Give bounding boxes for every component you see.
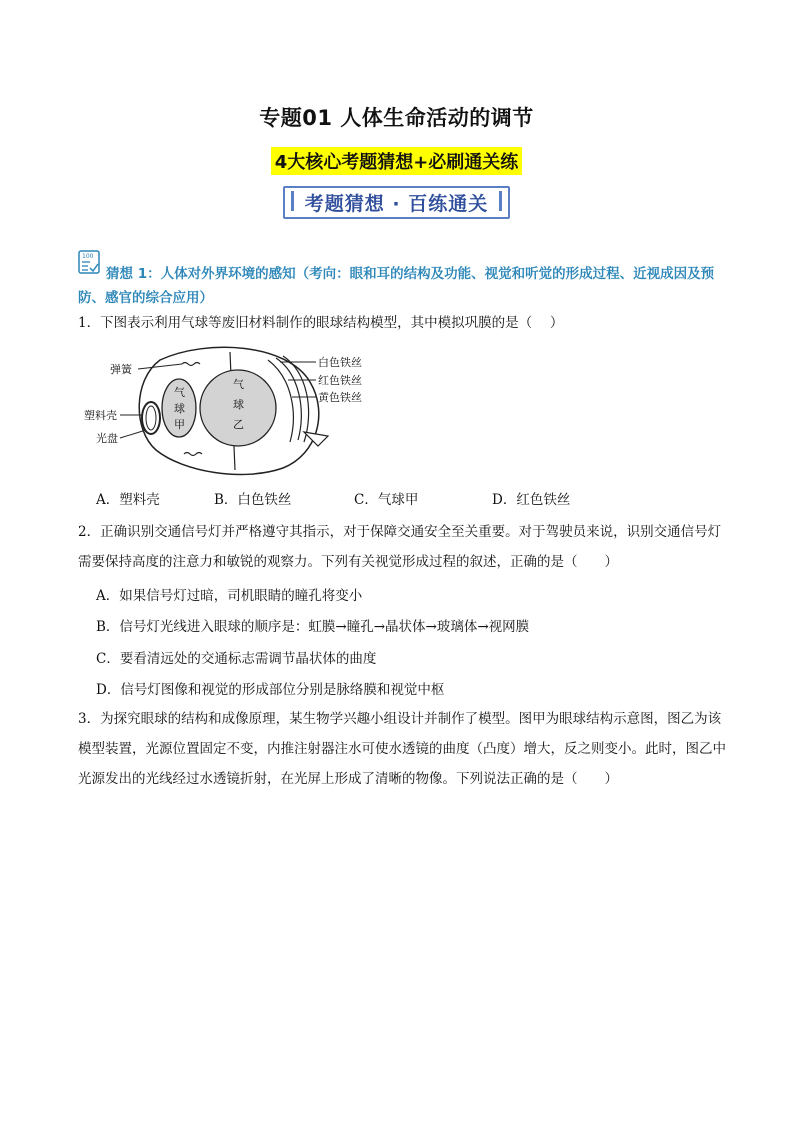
option-a[interactable]: A．塑料壳 (96, 492, 160, 508)
question-2-option-a[interactable]: A．如果信号灯过暗，司机眼睛的瞳孔将变小 (96, 588, 363, 604)
page-title: 专题01 人体生命活动的调节 (259, 106, 534, 130)
question-2-option-c[interactable]: C．要看清远处的交通标志需调节晶状体的曲度 (96, 651, 377, 667)
question-3-stem: 3．为探究眼球的结构和成像原理，某生物学兴趣小组设计并制作了模型。图甲为眼球结构示意图，图乙为该模型装置，光源位置固定不变，内推注射器注水可使水透镜的曲度（凸度）增大，反之则变小。此时，图乙中光源发出的光线经过水透镜折射，在光屏上形成了清晰的物像。下列说法正确的是（ ） (78, 711, 726, 787)
balloon-b-char-1: 气 (233, 378, 244, 391)
label-spring: 弹簧 (110, 363, 132, 376)
svg-text:100: 100 (82, 253, 94, 260)
guess-heading: 猜想 1：人体对外界环境的感知（考向：眼和耳的结构及功能、视觉和听觉的形成过程、近视成因及预防、感官的综合应用） (78, 266, 715, 306)
balloon-b-char-3: 乙 (233, 418, 244, 431)
page-subtitle: 4大核心考题猜想+必刷通关练 (271, 147, 523, 175)
section-banner: 考题猜想 · 百练通关 (283, 186, 510, 219)
balloon-a-char-1: 气 (174, 386, 185, 399)
question-2-option-b[interactable]: B．信号灯光线进入眼球的顺序是：虹膜→瞳孔→晶状体→玻璃体→视网膜 (96, 619, 530, 635)
option-b[interactable]: B．白色铁丝 (214, 492, 292, 508)
balloon-b-char-2: 球 (233, 398, 244, 411)
question-1-options (96, 488, 570, 508)
balloon-a-char-3: 甲 (174, 418, 185, 431)
option-d[interactable]: D．红色铁丝 (492, 492, 571, 508)
option-c[interactable]: C．气球甲 (354, 492, 419, 508)
label-white-wire: 白色铁丝 (318, 356, 362, 369)
question-1-stem: 1．下图表示利用气球等废旧材料制作的眼球结构模型，其中模拟巩膜的是（ ） (78, 315, 564, 331)
question-2-stem: 2．正确识别交通信号灯并严格遵守其指示，对于保障交通安全至关重要。对于驾驶员来说，识别交通信号灯需要保持高度的注意力和敏锐的观察力。下列有关视觉形成过程的叙述，正确的是（ ） (78, 524, 722, 570)
balloon-a-char-2: 球 (174, 402, 185, 415)
label-red-wire: 红色铁丝 (318, 374, 362, 387)
subtitle-container (0, 147, 793, 175)
banner-container (0, 186, 793, 219)
label-disc: 光盘 (96, 432, 118, 445)
label-yellow-wire: 黄色铁丝 (318, 391, 362, 404)
label-plastic-shell: 塑料壳 (84, 409, 117, 422)
eye-model-figure (78, 342, 378, 477)
question-2-option-d[interactable]: D．信号灯图像和视觉的形成部位分别是脉络膜和视觉中枢 (96, 682, 445, 698)
